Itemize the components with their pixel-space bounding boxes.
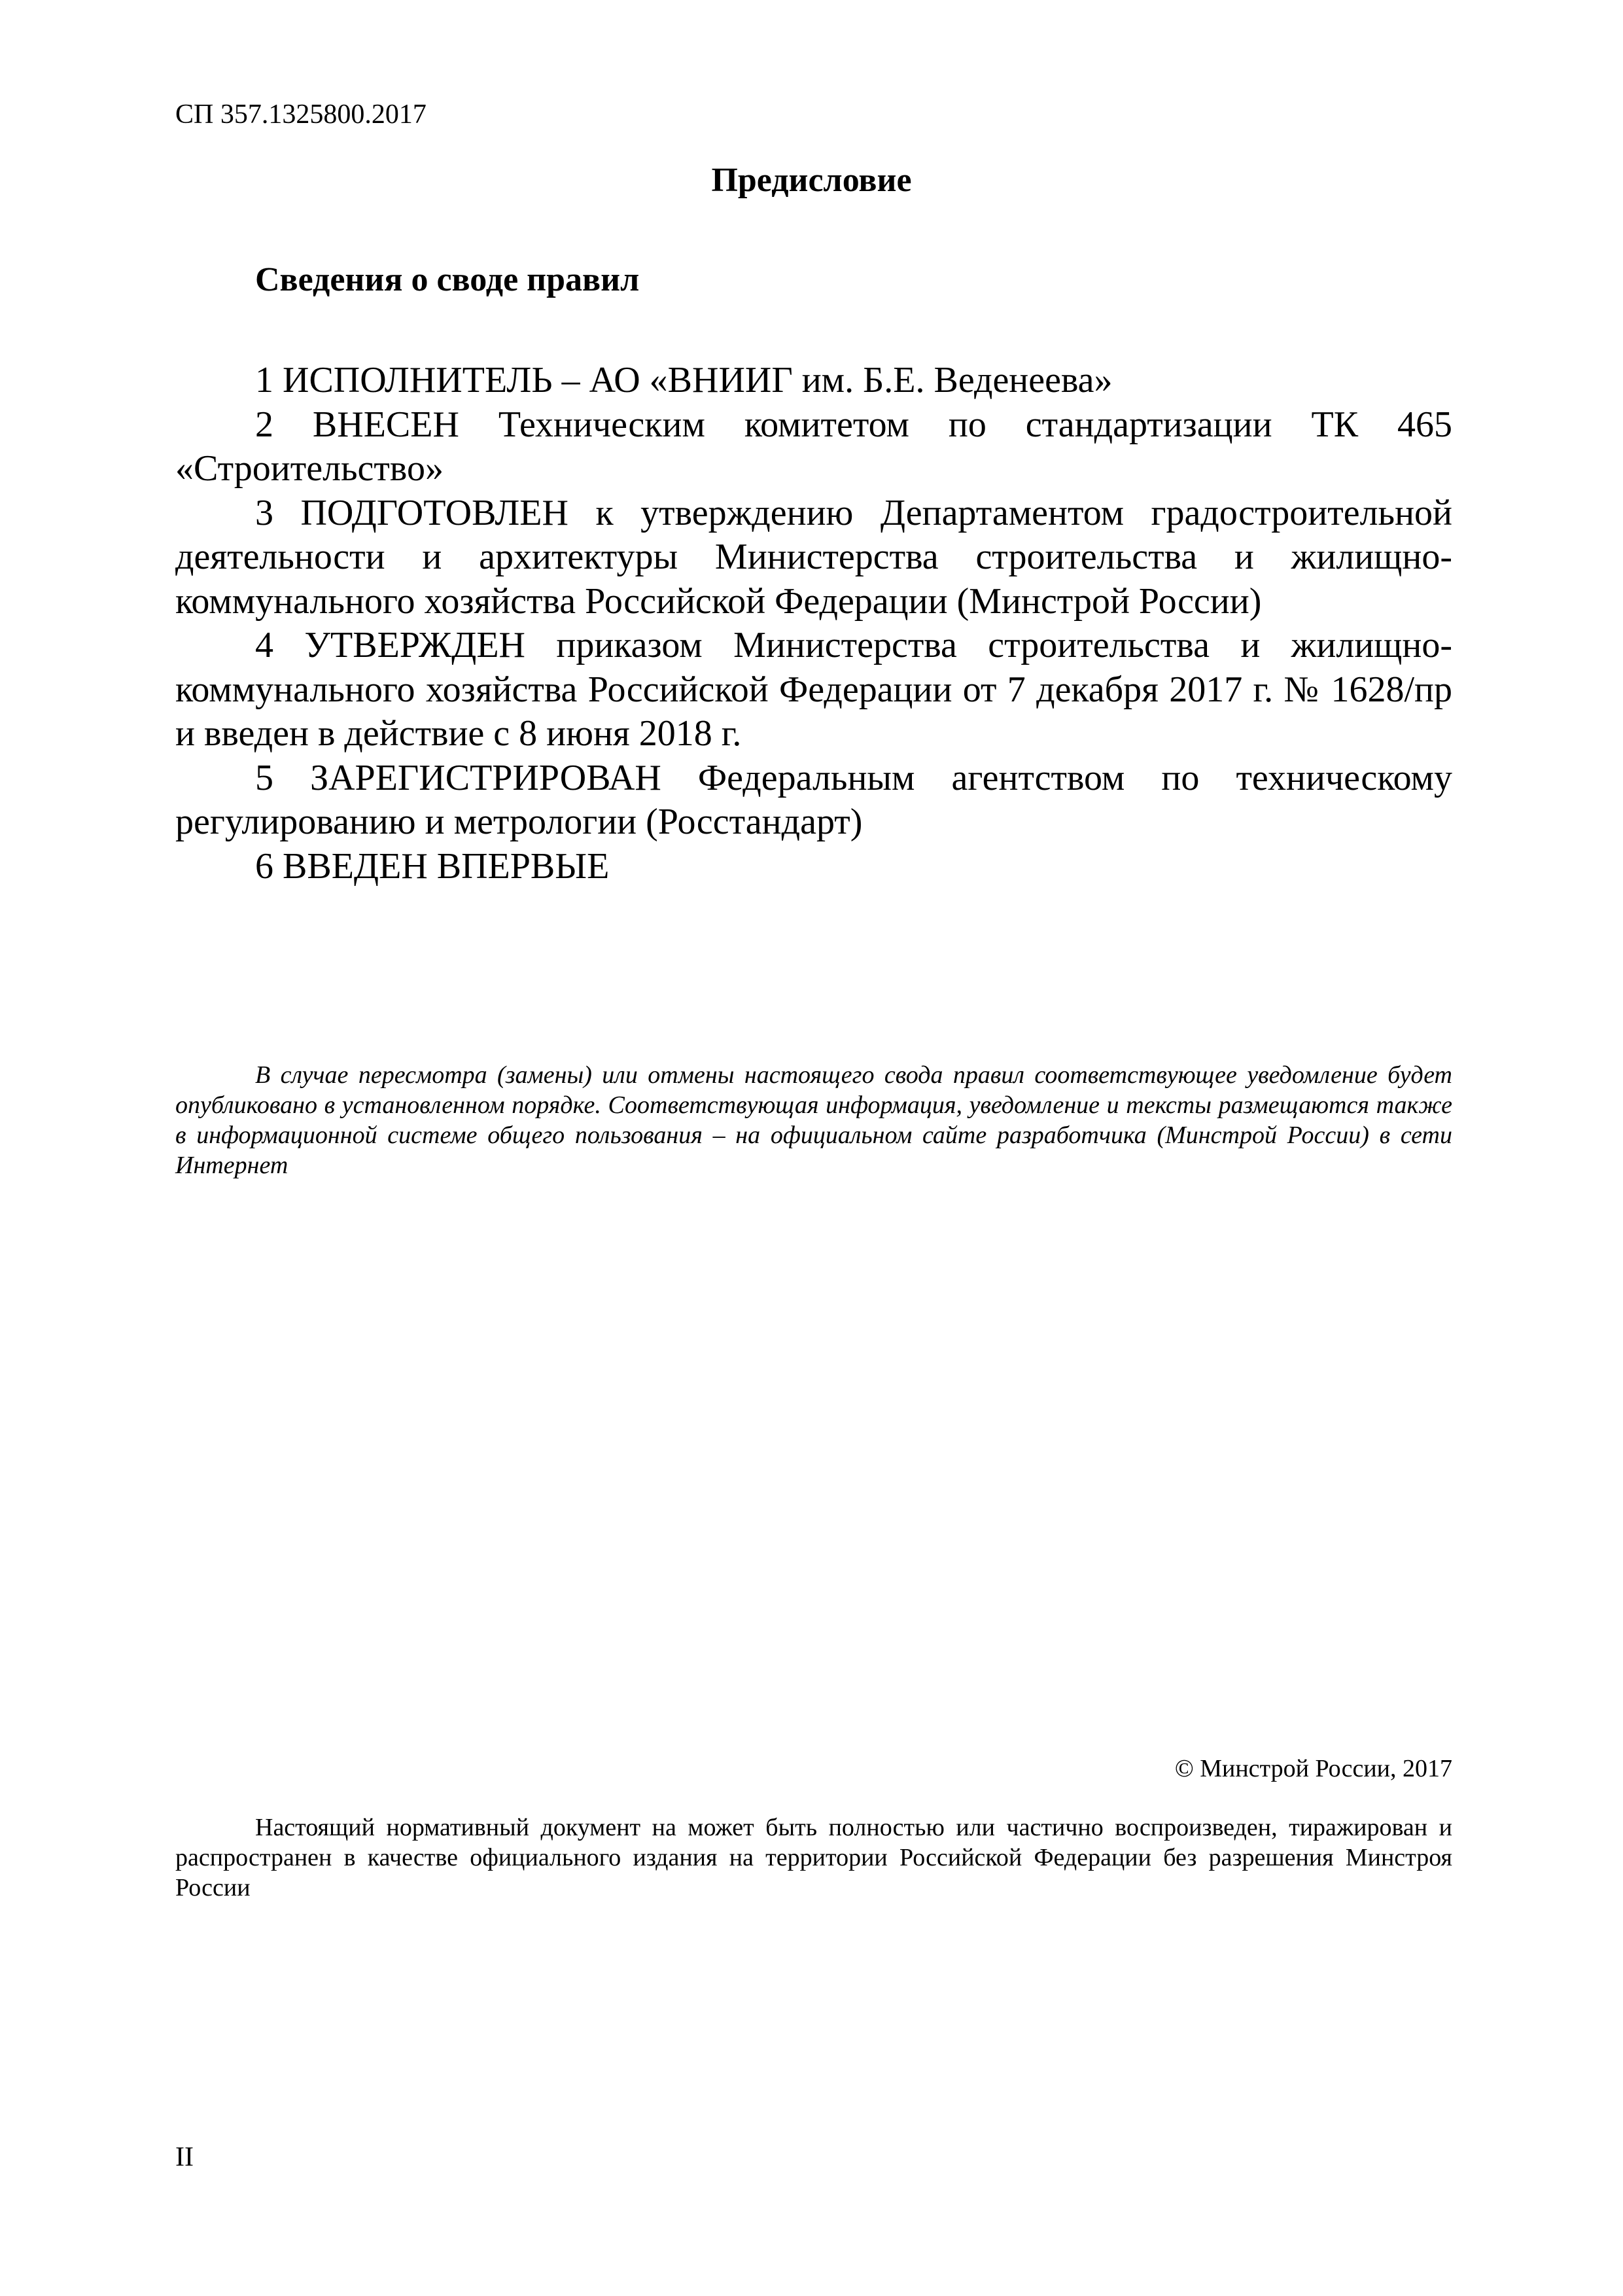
info-item-approved: 4 УТВЕРЖДЕН приказом Министерства строительства и жилищно-коммунального хозяйства Российской Федерации от 7 декабря 2017 г. № 1628/пр и введен в действие с 8 июня 2018 г. xyxy=(175,625,1452,754)
section-subtitle: Сведения о своде правил xyxy=(255,261,640,298)
page-number: II xyxy=(175,2142,194,2172)
info-item-introduced: 6 ВВЕДЕН ВПЕРВЫЕ xyxy=(255,845,610,887)
info-item-submitted: 2 ВНЕСЕН Техническим комитетом по стандартизации ТК 465 «Строительство» xyxy=(175,404,1452,489)
info-item-executor: 1 ИСПОЛНИТЕЛЬ – АО «ВНИИГ им. Б.Е. Веденеева» xyxy=(255,360,1113,400)
reproduction-notice: Настоящий нормативный документ на может быть полностью или частично воспроизведен, тиражирован и распространен в качестве официального издания на территории Российской Федерации без разрешения Минстроя России xyxy=(175,1814,1452,1901)
info-item-prepared: 3 ПОДГОТОВЛЕН к утверждению Департаментом градостроительной деятельности и архитектуры Министерства строительства и жилищно-коммунального хозяйства Российской Федерации (Минстрой России) xyxy=(175,492,1452,622)
revision-notice: В случае пересмотра (замены) или отмены настоящего свода правил соответствующее уведомление будет опубликовано в установленном порядке. Соответствующая информация, уведомление и тексты размещаются также в информационной системе общего пользования – на официальном сайте разработчика (Минстрой России) в сети Интернет xyxy=(175,1061,1452,1179)
info-items-list xyxy=(175,359,1452,889)
copyright-line: © Минстрой России, 2017 xyxy=(1174,1755,1452,1782)
document-code: СП 357.1325800.2017 xyxy=(175,99,427,130)
info-item-registered: 5 ЗАРЕГИСТРИРОВАН Федеральным агентством по техническому регулированию и метрологии (Росстандарт) xyxy=(175,757,1452,842)
page-title: Предисловие xyxy=(711,162,912,199)
